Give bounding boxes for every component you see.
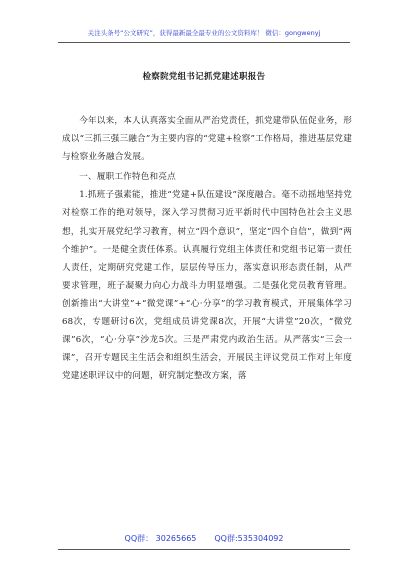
header-banner: 关注头条号“公文研究”，获得最新最全最专业的公文资料库！ 微信：gongwenyj xyxy=(87,29,321,37)
body-paragraph: 1.抓班子强素能，推进“党建+队伍建设”深度融合。毫不动摇地坚持党对检察工作的绝对领导，深入学习贯彻习近平新时代中国特色社会主义思想，扎实开展党纪学习教育，树立“四个意识”，坚定“四个自信”，做到“两个维护”。一是健全责任体系。认真履行党组主体责任和党组书记第一责任人责任，定期研究党建工作，层层传导压力，落实意识形态责任制，从严要求管理，班子凝聚力向心力战斗力明显增强。二是强化党员教育管理。创新推出“大讲堂”+“微党课”+“心·分享”的学习教育模式，开展集体学习68次，专题研讨6次，党组成员讲党课8次，开展“大讲堂”20次，“微党课”6次，“心·分享”沙龙5次。三是严肃党内政治生活。从严落实“三会一课”，召开专题民主生活会和组织生活会，开展民主评议党员工作对上年度党建述职评议中的问题，研究制定整改方案，落 xyxy=(62,190,352,382)
document-body xyxy=(62,112,352,385)
footer-qq-group-2: QQ群:535304092 xyxy=(214,534,284,543)
header-divider xyxy=(58,42,350,43)
footer-contacts xyxy=(0,533,408,544)
intro-paragraph: 今年以来，本人认真落实全面从严治党责任，抓党建带队伍促业务，形成以“三抓三强三融合”为主要内容的“党建+检察”工作格局，推进基层党建与检察业务融合发展。 xyxy=(62,116,352,163)
document-title: 检察院党组书记抓党建述职报告 xyxy=(142,71,266,81)
footer-qq-group-1: QQ群： 30265665 xyxy=(124,534,197,543)
section-heading: 一、履职工作特色和亮点 xyxy=(79,172,176,183)
footer-divider xyxy=(58,549,350,550)
